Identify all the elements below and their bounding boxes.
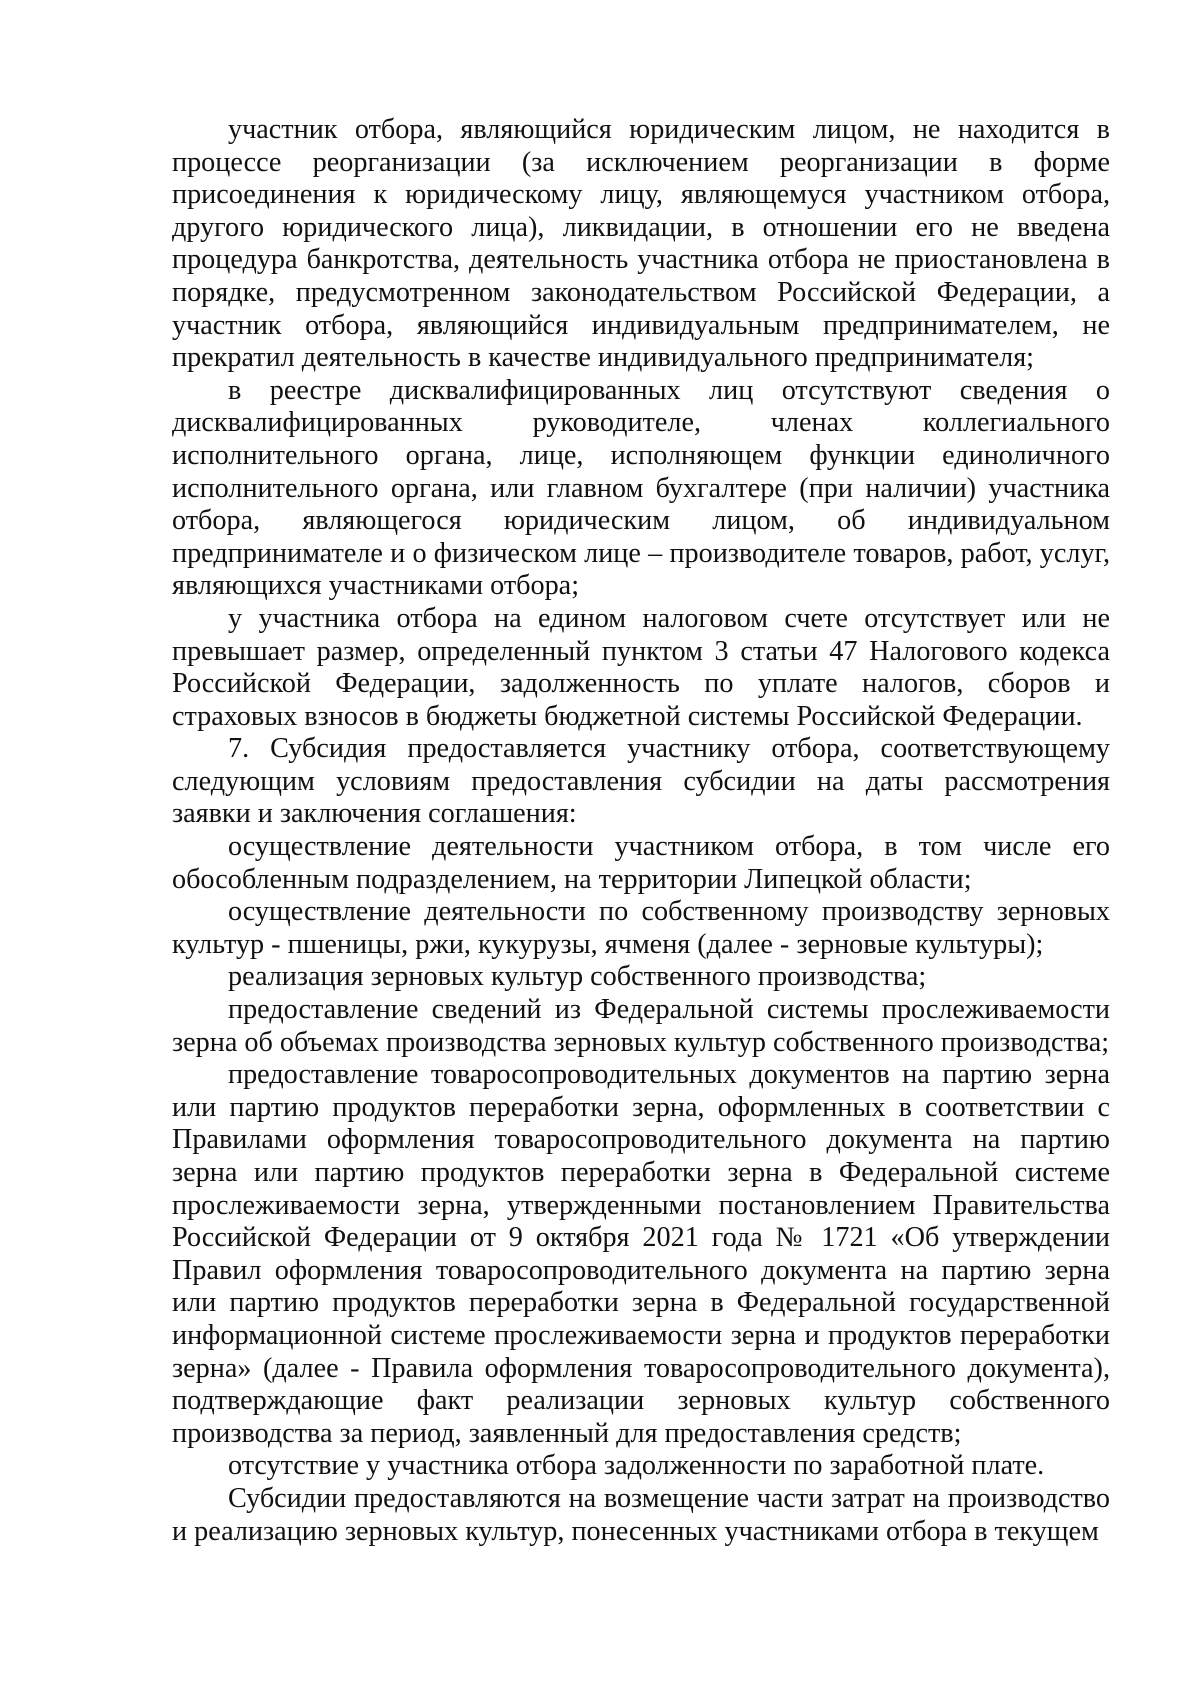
paragraph-shipping-documents: предоставление товаросопроводительных документов на партию зерна или партию продуктов переработки зерна, оформленных в соответствии с Правилами оформления товаросопроводительного документа на партию зерна или партию продуктов переработки зерна в Федеральной системе прослеживаемости зерна, утвержденными постановлением Правительства Российской Федерации от 9 октября 2021 года № 1721 «Об утверждении Правил оформления товаросопроводительного документа на партию зерна или партию продуктов переработки зерна в Федеральной государственной информационной системе прослеживаемости зерна и продуктов переработки зерна» (далее - Правила оформления товаросопроводительного документа), подтверждающие факт реализации зерновых культур собственного производства за период, заявленный для предоставления средств;: [172, 1059, 1110, 1449]
document-page: [172, 114, 1110, 1548]
paragraph-no-wage-debt: отсутствие у участника отбора задолженности по заработной плате.: [228, 1450, 1045, 1482]
paragraph-tax-debt: у участника отбора на едином налоговом счете отсутствует или не превышает размер, определенный пунктом 3 статьи 47 Налогового кодекса Российской Федерации, задолженность по уплате налогов, сборов и страховых взносов в бюджеты бюджетной системы Российской Федерации.: [172, 602, 1110, 732]
paragraph-grain-sale: реализация зерновых культур собственного производства;: [228, 961, 927, 993]
paragraph-traceability-info: предоставление сведений из Федеральной системы прослеживаемости зерна об объемах производства зерновых культур собственного производства;: [172, 994, 1110, 1058]
paragraph-subsidy-purpose: Субсидии предоставляются на возмещение части затрат на производство и реализацию зерновых культур, понесенных участниками отбора в текущем: [172, 1482, 1110, 1547]
paragraph-legal-entity-status: участник отбора, являющийся юридическим лицом, не находится в процессе реорганизации (за исключением реорганизации в форме присоединения к юридическому лицу, являющемуся участником отбора, другого юридического лица), ликвидации, в отношении его не введена процедура банкротства, деятельность участника отбора не приостановлена в порядке, предусмотренном законодательством Российской Федерации, а участник отбора, являющийся индивидуальным предпринимателем, не прекратил деятельность в качестве индивидуального предпринимателя;: [172, 114, 1110, 374]
paragraph-grain-production: осуществление деятельности по собственному производству зерновых культур - пшеницы, ржи, кукурузы, ячменя (далее - зерновые культуры);: [172, 896, 1110, 960]
paragraph-lipetsk-territory: осуществление деятельности участником отбора, в том числе его обособленным подразделением, на территории Липецкой области;: [172, 831, 1110, 895]
paragraph-section-7-conditions: 7. Субсидия предоставляется участнику отбора, соответствующему следующим условиям предоставления субсидии на даты рассмотрения заявки и заключения соглашения:: [172, 733, 1110, 830]
paragraph-disqualified-persons: в реестре дисквалифицированных лиц отсутствуют сведения о дисквалифицированных руководителе, членах коллегиального исполнительного органа, лице, исполняющем функции единоличного исполнительного органа, или главном бухгалтере (при наличии) участника отбора, являющегося юридическим лицом, об индивидуальном предпринимателе и о физическом лице – производителе товаров, работ, услуг, являющихся участниками отбора;: [172, 374, 1110, 602]
